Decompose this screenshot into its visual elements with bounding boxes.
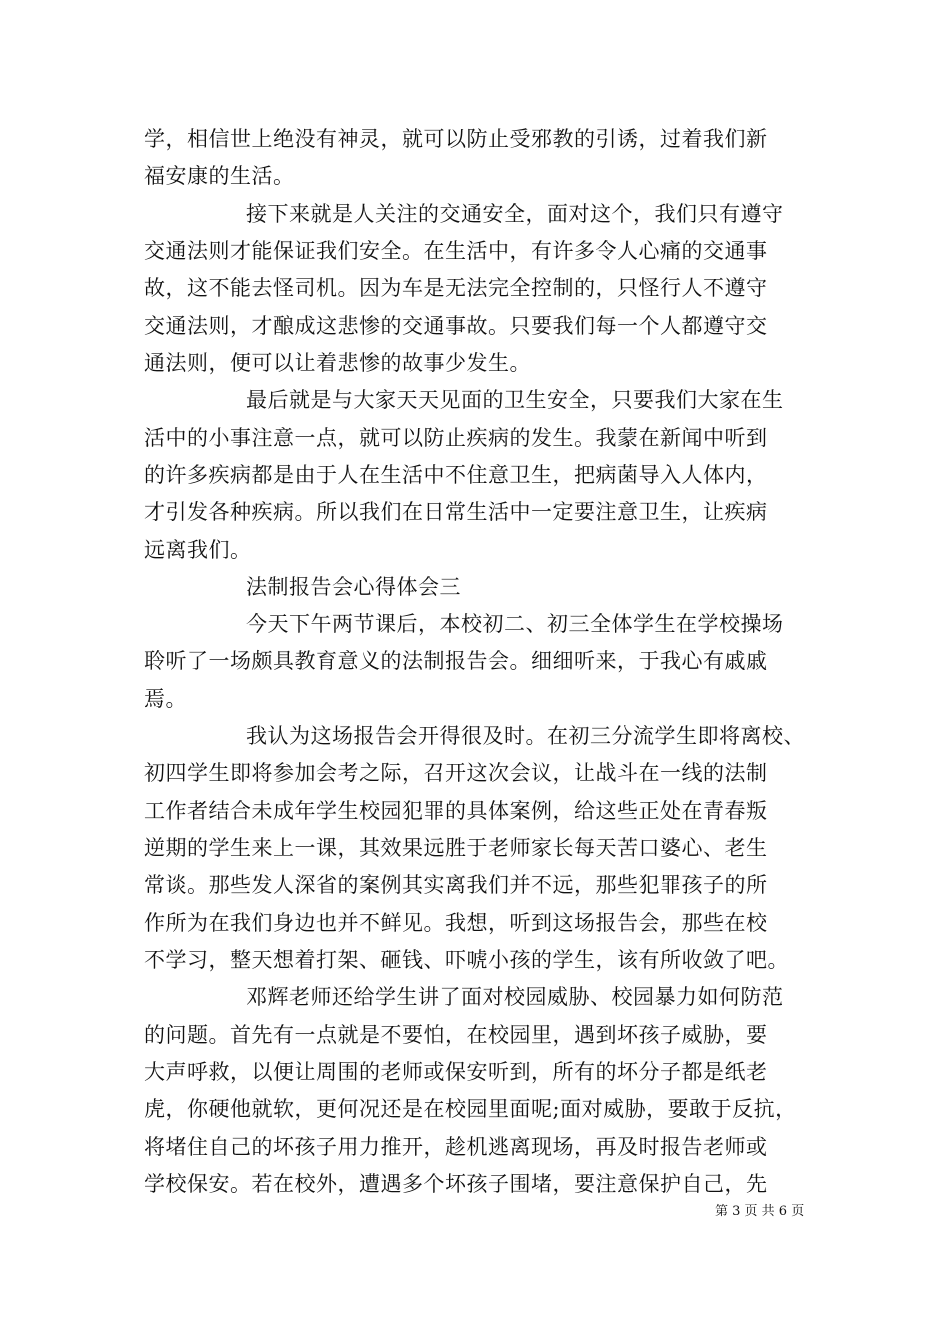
text-line: 我认为这场报告会开得很及时。在初三分流学生即将离校、	[246, 724, 805, 748]
text-line: 才引发各种疾病。所以我们在日常生活中一定要注意卫生，让疾病	[144, 500, 768, 524]
text-line: 大声呼救，以便让周围的老师或保安听到，所有的坏分子都是纸老	[144, 1060, 768, 1084]
text-line: 交通法则，才酿成这悲惨的交通事故。只要我们每一个人都遵守交	[144, 314, 768, 338]
text-line: 今天下午两节课后，本校初二、初三全体学生在学校操场	[246, 612, 784, 636]
text-line: 的问题。首先有一点就是不要怕，在校园里，遇到坏孩子威胁，要	[144, 1023, 768, 1047]
text-line: 活中的小事注意一点，就可以防止疾病的发生。我蒙在新闻中听到	[144, 426, 768, 450]
text-line: 初四学生即将参加会考之际，召开这次会议，让战斗在一线的法制	[144, 761, 768, 785]
text-line: 学，相信世上绝没有神灵，就可以防止受邪教的引诱，过着我们新	[144, 127, 768, 151]
text-line: 将堵住自己的坏孩子用力推开，趁机逃离现场，再及时报告老师或	[144, 1135, 768, 1159]
text-line: 最后就是与大家天天见面的卫生安全，只要我们大家在生	[246, 388, 784, 412]
text-line: 邓辉老师还给学生讲了面对校园威胁、校园暴力如何防范	[246, 985, 784, 1009]
text-line: 福安康的生活。	[144, 164, 295, 188]
text-line: 接下来就是人关注的交通安全，面对这个，我们只有遵守	[246, 202, 784, 226]
page-number: 第 3 页 共 6 页	[715, 1204, 805, 1219]
text-line: 故，这不能去怪司机。因为车是无法完全控制的，只怪行人不遵守	[144, 276, 768, 300]
text-line: 虎，你硬他就软，更何况还是在校园里面呢;面对威胁，要敢于反抗，	[144, 1097, 797, 1121]
text-line: 工作者结合未成年学生校园犯罪的具体案例，给这些正处在青春叛	[144, 799, 768, 823]
text-line: 作所为在我们身边也并不鲜见。我想，听到这场报告会，那些在校	[144, 911, 768, 935]
text-line: 焉。	[144, 687, 187, 711]
text-line: 逆期的学生来上一课，其效果远胜于老师家长每天苦口婆心、老生	[144, 836, 768, 860]
text-line: 通法则，便可以让着悲惨的故事少发生。	[144, 351, 531, 375]
text-line: 不学习，整天想着打架、砸钱、吓唬小孩的学生，该有所收敛了吧。	[144, 948, 789, 972]
text-line: 常谈。那些发人深省的案例其实离我们并不远，那些犯罪孩子的所	[144, 873, 768, 897]
text-line: 交通法则才能保证我们安全。在生活中，有许多令人心痛的交通事	[144, 239, 768, 263]
text-line: 聆听了一场颇具教育意义的法制报告会。细细听来，于我心有戚戚	[144, 649, 768, 673]
text-line: 的许多疾病都是由于人在生活中不住意卫生，把病菌导入人体内，	[144, 463, 768, 487]
section-heading: 法制报告会心得体会三	[246, 575, 461, 599]
text-line: 远离我们。	[144, 538, 252, 562]
text-line: 学校保安。若在校外，遭遇多个坏孩子围堵，要注意保护自己，先	[144, 1172, 768, 1196]
